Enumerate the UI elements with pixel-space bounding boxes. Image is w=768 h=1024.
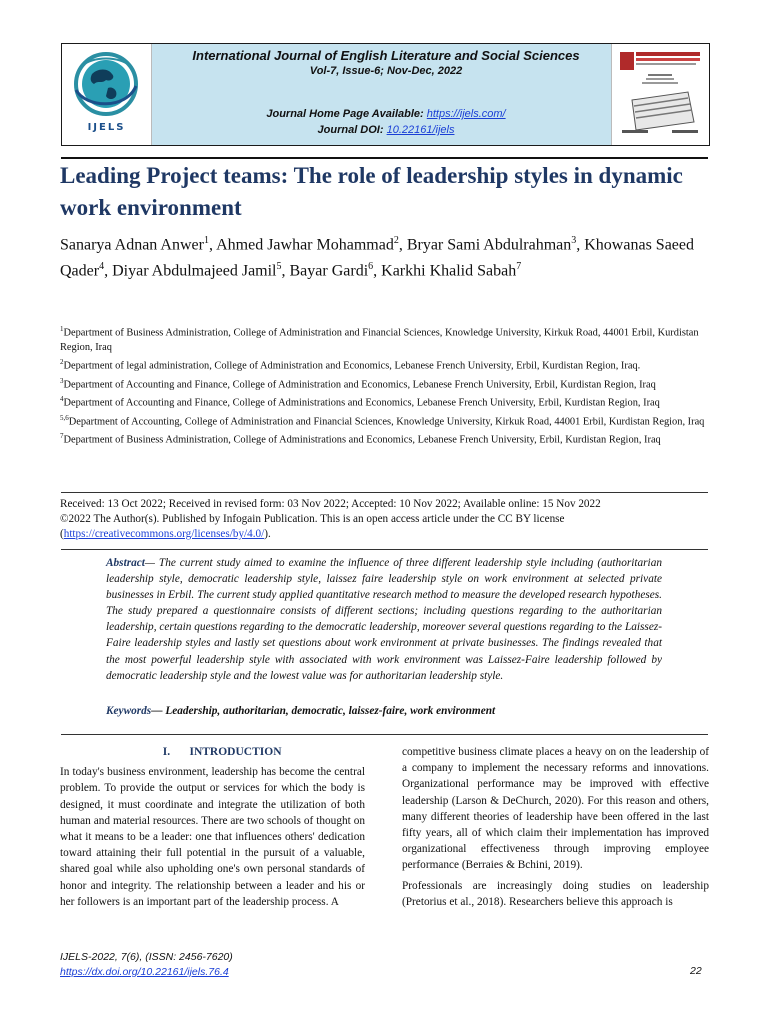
author-name: Sanarya Adnan Anwer: [60, 236, 204, 254]
author-affiliation-marker: 3: [571, 235, 577, 246]
body-paragraph: In today's business environment, leadership has become the central problem. To provide the output or services for which the body is designed, it must coordinate and integrate the utilization of both human and material resources. There are two schools of thought on what it means to be a leader: one that influences others' dedication toward attaining their full potential in the pursuit of a valuable, shared goal while also upholding one's own personal standards of honor and integrity. The relationship between a leader and his or her followers is an important part of the leadership process. A: [60, 766, 365, 908]
author-affiliation-marker: 5: [276, 261, 282, 273]
affiliation-list: [60, 322, 715, 448]
affiliation-marker: 2: [60, 358, 64, 367]
affiliation-marker: 1: [60, 325, 64, 333]
section-number: I.: [162, 746, 171, 758]
journal-name: International Journal of English Literature and Social Sciences: [192, 48, 580, 63]
author-list: Sanarya Adnan Anwer$^1$, Ahmed Jawhar Mohammad$^2$, Bryar Sami Abdulrahman$^3$, Khowanas Saeed Qader$^4$, Diyar Abdulmajeed Jamil$^5$, Bayar Gardi$^6$, Karkhi Khalid Sabah$^7$: [60, 235, 694, 280]
license-link-line: (https://creativecommons.org/licenses/by/4.0/).: [60, 528, 271, 540]
author-name: Ahmed Jawhar Mohammad: [216, 236, 394, 254]
affiliation-text: Department of Accounting and Finance, College of Administrations and Economics, Lebanese French University, Erbil, Kurdistan Region, Iraq: [63, 397, 660, 409]
keywords-text: — Leadership, authoritarian, democratic, laissez-faire, work environment: [151, 705, 496, 717]
journal-cover-image: [618, 50, 702, 138]
keywords: [106, 705, 662, 717]
header-divider: [61, 157, 708, 159]
journal-cover: [611, 44, 709, 145]
affiliation-text: Department of legal administration, College of Administration and Economics, Lebanese French University, Erbil, Kurdistan Region, Iraq.: [63, 360, 641, 372]
page-footer: [60, 950, 233, 980]
abstract-label: Abstract: [106, 557, 145, 569]
author-affiliation-marker: 1: [203, 235, 209, 246]
journal-header: [61, 43, 710, 146]
affiliation-item: [60, 355, 715, 373]
affiliation-item: [60, 392, 715, 410]
journal-doi-link[interactable]: 10.22161/ijels: [386, 124, 455, 136]
affiliation-marker: 3: [60, 376, 64, 385]
abstract-bottom-divider: [61, 734, 708, 735]
doi-label: Journal DOI:: [317, 124, 387, 136]
author-name: Khowanas Saeed Qader: [60, 236, 694, 280]
abstract-text: The current study aimed to examine the influence of three different leadership style including (authoritarian leadership style, democratic leadership style, laissez faire leadership style on work environment at selected private businesses in Erbil. The current study applied quantitative research method to measure the developed research hypotheses. The study prepared a questionnaire consists of different sections; including questions regarding to the authoritarian leadership, certain questions regarding to the democratic leadership, moreover several questions regarding to the Laissez-Faire leadership styles and lastly set questions about work environment at private businesses. The findings revealed that the most powerful leadership style with associated with work environment was Laissez-Faire leadership followed by democratic leadership style and the lowest value was for authoritarian leadership style.: [106, 557, 662, 682]
license-text: ©2022 The Author(s). Published by Infogain Publication. This is an open access article under the CC BY license: [60, 513, 565, 525]
page-number: 22: [690, 965, 702, 977]
footer-citation: IJELS-2022, 7(6), (ISSN: 2456-7620): [60, 951, 233, 963]
author-affiliation-marker: 7: [516, 261, 522, 273]
author-affiliation-marker: 6: [368, 261, 374, 273]
body-column-right: [402, 744, 709, 914]
article-history: [60, 497, 710, 542]
section-heading: [60, 744, 365, 760]
journal-logo: [62, 44, 152, 145]
journal-home-link[interactable]: https://ijels.com/: [426, 108, 506, 120]
author-name: Bryar Sami Abdulrahman: [406, 236, 572, 254]
home-label: Journal Home Page Available:: [266, 108, 427, 120]
affiliation-divider: [61, 492, 708, 493]
globe-logo-icon: [72, 50, 140, 120]
body-column-left: [60, 744, 365, 914]
journal-doi-line: [157, 124, 615, 136]
affiliation-text: Department of Business Administration, College of Administrations and Economics, Lebanese French University, Erbil, Kurdistan Region, Iraq: [63, 434, 661, 446]
article-title: Leading Project teams: The role of leadership styles in dynamic work environment: [60, 163, 683, 220]
affiliation-text: Department of Accounting and Finance, College of Administration and Economics, Lebanese French University, Erbil, Kurdistan Region, Iraq: [63, 379, 656, 391]
author-affiliation-marker: 2: [393, 235, 399, 246]
journal-home-line: [157, 108, 615, 120]
body-paragraph: Professionals are increasingly doing studies on leadership (Pretorius et al., 2018). Researchers believe this approach is: [402, 879, 709, 908]
keywords-label: Keywords: [106, 705, 152, 717]
abstract-top-divider: [61, 549, 708, 550]
affiliation-item: [60, 374, 715, 392]
affiliation-marker: 4: [60, 395, 64, 404]
affiliation-text: Department of Accounting, College of Administration and Financial Sciences, Knowledge University, Kirkuk Road, 44001 Erbil, Kurdistan Region, Iraq: [68, 416, 705, 428]
section-title: INTRODUCTION: [189, 746, 282, 758]
affiliation-item: [60, 429, 715, 447]
logo-text: IJELS: [87, 122, 126, 133]
received-dates: Received: 13 Oct 2022; Received in revised form: 03 Nov 2022; Accepted: 10 Nov 2022; Available online: 15 Nov 2022: [60, 498, 601, 510]
author-name: Karkhi Khalid Sabah: [381, 262, 517, 280]
author-name: Diyar Abdulmajeed Jamil: [112, 262, 277, 280]
affiliation-marker: 5,6: [60, 413, 69, 422]
footer-doi-link[interactable]: https://dx.doi.org/10.22161/ijels.76.4: [60, 966, 229, 978]
affiliation-item: [60, 322, 715, 355]
author-name: Bayar Gardi: [289, 262, 369, 280]
body-paragraph: competitive business climate places a heavy on on the leadership of a company to implement the necessary reforms and innovations. Organizational performance may be improved with effective leadership (Larson & DeChurch, 2020). For this reason and others, many different theories of leadership have been offered in the last fifty years, all of which claim their implementation has improved organizational effectiveness through improving employee performance (Berraies & Bchini, 2019).: [402, 746, 709, 872]
author-affiliation-marker: 4: [99, 261, 105, 273]
journal-volume: Vol-7, Issue-6; Nov-Dec, 2022: [309, 65, 463, 77]
affiliation-item: [60, 411, 715, 429]
abstract: Abstract— The current study aimed to examine the influence of three different leadership style including (authoritarian leadership style, democratic leadership style, laissez faire leadership style on work environment at selected private businesses in Erbil. The current study applied quantitative research method to measure the developed research hypotheses. The study prepared a questionnaire consists of different sections; including questions regarding to the authoritarian leadership, certain questions regarding to the democratic leadership, moreover several questions regarding to the Laissez-Faire leadership styles and lastly set questions about work environment at private businesses. The findings revealed that the most powerful leadership style with associated with work environment was Laissez-Faire leadership followed by democratic leadership style and the lowest value was for authoritarian leadership style.: [106, 557, 662, 682]
affiliation-text: Department of Business Administration, College of Administration and Financial Sciences, Knowledge University, Kirkuk Road, 44001 Erbil, Kurdistan Region, Iraq: [60, 327, 699, 354]
license-link[interactable]: https://creativecommons.org/licenses/by/4.0/: [63, 528, 265, 540]
affiliation-marker: 7: [60, 432, 64, 441]
